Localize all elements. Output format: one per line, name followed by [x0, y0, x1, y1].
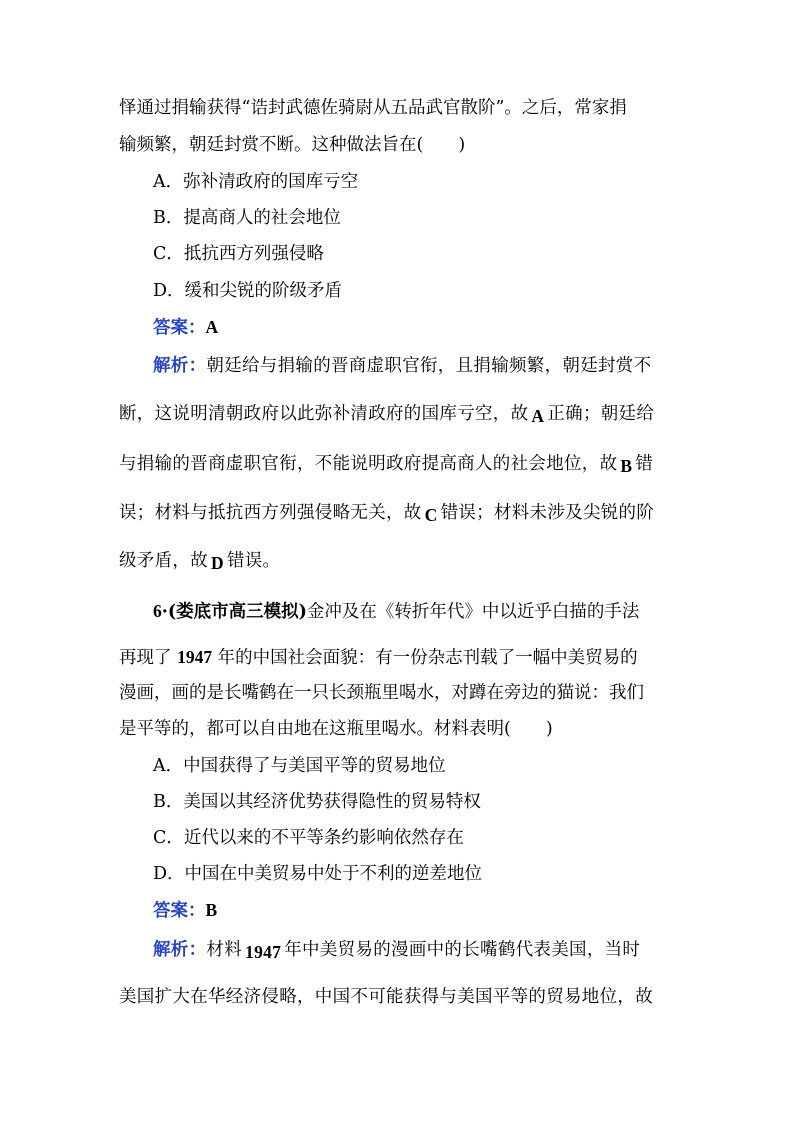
q6-stem-line-1	[153, 600, 713, 623]
q6-option-b: B．美国以其经济优势获得隐性的贸易特权	[153, 792, 481, 812]
q5-option-d: D．缓和尖锐的阶级矛盾	[153, 281, 343, 301]
q5-analysis-line-4	[119, 501, 719, 524]
q5-answer-label: 答案：	[153, 318, 206, 338]
q5-analysis-option-d: D	[211, 553, 224, 573]
q6-option-d: D．中国在中美贸易中处于不利的逆差地位	[153, 864, 483, 884]
q5-analysis-line-3	[119, 452, 719, 475]
q6-analysis-label: 解析：	[153, 940, 207, 960]
q6-stem-text-1: 金冲及在《转折年代》中以近乎白描的手法	[306, 602, 640, 622]
q6-option-c: C．近代以来的不平等条约影响依然存在	[153, 828, 464, 848]
q6-answer	[153, 899, 713, 922]
q6-stem-text-2a: 再现了	[119, 648, 178, 668]
q6-answer-label: 答案：	[153, 901, 206, 921]
q5-analysis-text-3a: 与捐输的晋商虚职官衔，不能说明政府提高商人的社会地位，故	[119, 454, 618, 474]
q5-analysis-line-2	[119, 402, 719, 425]
q5-analysis-text-2a: 断，这说明清朝政府以此弥补清政府的国库亏空，故	[119, 404, 529, 424]
q5-analysis-text-3c: 错	[635, 454, 654, 474]
q5-analysis-label: 解析：	[153, 356, 207, 376]
q6-answer-value: B	[205, 900, 218, 920]
q5-analysis-text-2c: 正确；朝廷给	[547, 404, 655, 424]
q5-stem-line-2: 输频繁，朝廷封赏不断。这种做法旨在( )	[119, 135, 466, 155]
q5-answer	[153, 316, 713, 339]
q6-analysis-text-1a: 材料	[206, 940, 243, 960]
q5-analysis-text-5a: 级矛盾，故	[119, 551, 208, 571]
q5-option-a: A．弥补清政府的国库亏空	[153, 172, 359, 192]
q5-analysis-line-1	[153, 355, 713, 377]
q6-stem-line-3: 漫画，画的是长嘴鹤在一只长颈瓶里喝水，对蹲在旁边的猫说：我们	[119, 683, 644, 703]
q6-analysis-line-2: 美国扩大在华经济侵略，中国不可能获得与美国平等的贸易地位，故	[119, 987, 653, 1007]
q6-source: ·(娄底市高三模拟)	[161, 602, 307, 622]
q5-analysis-option-b: B	[620, 456, 633, 476]
q6-analysis-year: 1947	[245, 942, 282, 962]
q5-stem-line-1: 怿通过捐输获得“诰封武德佐骑尉从五品武官散阶”。之后，常家捐	[119, 98, 627, 118]
q5-analysis-line-5	[119, 549, 719, 572]
q5-analysis-text-4a: 误；材料与抵抗西方列强侵略无关，故	[119, 503, 422, 523]
q6-analysis-line-1	[153, 938, 713, 961]
q6-analysis-text-1c: 年中美贸易的漫画中的长嘴鹤代表美国，当时	[284, 940, 641, 960]
q5-option-c: C．抵抗西方列强侵略	[153, 244, 324, 264]
q6-year: 1947	[177, 647, 213, 667]
q5-analysis-text-5c: 错误。	[226, 551, 281, 571]
q6-number: 6	[153, 601, 162, 621]
q6-option-a: A．中国获得了与美国平等的贸易地位	[153, 756, 446, 776]
q5-analysis-text-1: 朝廷给与捐输的晋商虚职官衔，且捐输频繁，朝廷封赏不	[206, 356, 652, 376]
q5-analysis-text-4c: 错误；材料未涉及尖锐的阶	[440, 503, 655, 523]
q6-stem-text-2c: 年的中国社会面貌：有一份杂志刊载了一幅中美贸易的	[212, 648, 638, 668]
q5-analysis-option-c: C	[424, 505, 438, 525]
q6-stem-line-2	[119, 646, 719, 669]
q5-option-b: B．提高商人的社会地位	[153, 208, 341, 228]
q6-stem-line-4: 是平等的，都可以自由地在这瓶里喝水。材料表明( )	[119, 719, 553, 739]
q5-answer-value: A	[205, 317, 219, 337]
q5-analysis-option-a: A	[531, 406, 545, 426]
